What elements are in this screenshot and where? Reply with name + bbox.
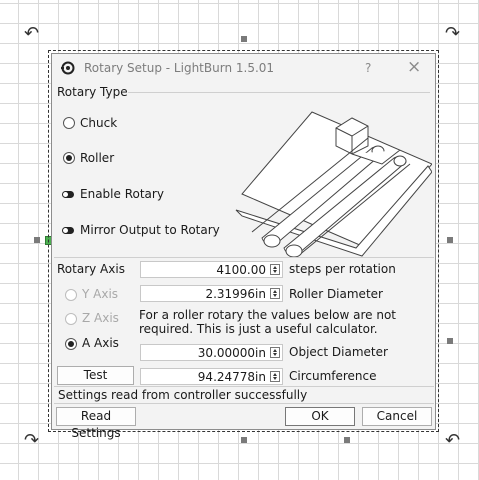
z-axis-radio[interactable] xyxy=(65,313,77,325)
read-settings-button[interactable]: Read Settings xyxy=(56,407,136,426)
help-button[interactable]: ? xyxy=(365,61,372,75)
roller-diameter-input[interactable] xyxy=(140,285,283,302)
status-message: Settings read from controller successfully xyxy=(58,388,308,402)
object-diameter-value: 30.00000in xyxy=(197,346,266,360)
rotate-handle-top-left-icon[interactable]: ↶ xyxy=(24,23,40,44)
scale-handle-left-center[interactable] xyxy=(34,237,40,243)
scale-handle-right-lower[interactable] xyxy=(447,338,453,344)
rotate-handle-bottom-left-icon[interactable]: ↷ xyxy=(24,430,40,451)
object-diameter-label: Object Diameter xyxy=(289,345,388,359)
scale-handle-right-center[interactable] xyxy=(447,237,453,243)
dialog-titlebar xyxy=(52,54,435,82)
enable-rotary-label[interactable]: Enable Rotary xyxy=(80,187,164,201)
rotary-type-bottom-line xyxy=(54,257,434,258)
scale-handle-bottom-center[interactable] xyxy=(241,437,247,443)
calculator-note: For a roller rotary the values below are not required. This is just a useful calculator. xyxy=(139,308,396,336)
dialog-title: Rotary Setup - LightBurn 1.5.01 xyxy=(84,61,275,75)
roller-diameter-label: Roller Diameter xyxy=(289,287,383,301)
rotate-handle-bottom-right-icon[interactable]: ↶ xyxy=(445,430,461,451)
status-top-line xyxy=(54,386,434,387)
spinner-arrows-icon[interactable] xyxy=(270,371,280,382)
object-diameter-input[interactable] xyxy=(140,344,283,361)
roller-rotary-illustration xyxy=(232,106,432,258)
ok-button[interactable]: OK xyxy=(285,407,355,426)
roller-diameter-value: 2.31996in xyxy=(205,287,266,301)
roller-radio[interactable] xyxy=(63,152,75,164)
lightburn-logo-icon xyxy=(61,61,75,75)
mirror-output-label[interactable]: Mirror Output to Rotary xyxy=(80,223,220,237)
circumference-label: Circumference xyxy=(289,369,377,383)
y-axis-radio[interactable] xyxy=(65,289,77,301)
close-button[interactable]: × xyxy=(407,57,422,77)
circumference-input[interactable] xyxy=(140,368,283,385)
rotary-setup-dialog xyxy=(51,53,436,440)
z-axis-label[interactable]: Z Axis xyxy=(82,311,119,325)
enable-rotary-toggle[interactable] xyxy=(62,191,74,198)
chuck-radio[interactable] xyxy=(63,117,75,129)
test-button[interactable]: Test xyxy=(57,366,134,385)
steps-per-rotation-input[interactable] xyxy=(140,261,283,278)
steps-per-rotation-value: 4100.00 xyxy=(216,263,266,277)
roller-label[interactable]: Roller xyxy=(80,151,115,165)
cancel-button[interactable]: Cancel xyxy=(362,407,432,426)
mirror-output-toggle[interactable] xyxy=(62,227,74,234)
a-axis-label[interactable]: A Axis xyxy=(82,336,119,350)
circumference-value: 94.24778in xyxy=(197,370,266,384)
rotate-handle-top-right-icon[interactable]: ↷ xyxy=(445,23,461,44)
scale-handle-bottom-right-mid[interactable] xyxy=(344,437,350,443)
rotary-axis-heading: Rotary Axis xyxy=(57,262,125,276)
scale-handle-top-center[interactable] xyxy=(241,36,247,42)
rotary-type-group-line xyxy=(128,92,430,93)
chuck-label[interactable]: Chuck xyxy=(80,116,118,130)
status-bottom-line xyxy=(54,403,434,404)
spinner-arrows-icon[interactable] xyxy=(270,347,280,358)
rotary-type-heading: Rotary Type xyxy=(57,85,128,99)
spinner-arrows-icon[interactable] xyxy=(270,288,280,299)
y-axis-label[interactable]: Y Axis xyxy=(82,287,119,301)
steps-per-rotation-label: steps per rotation xyxy=(289,262,396,276)
spinner-arrows-icon[interactable] xyxy=(270,264,280,275)
a-axis-radio[interactable] xyxy=(65,338,77,350)
